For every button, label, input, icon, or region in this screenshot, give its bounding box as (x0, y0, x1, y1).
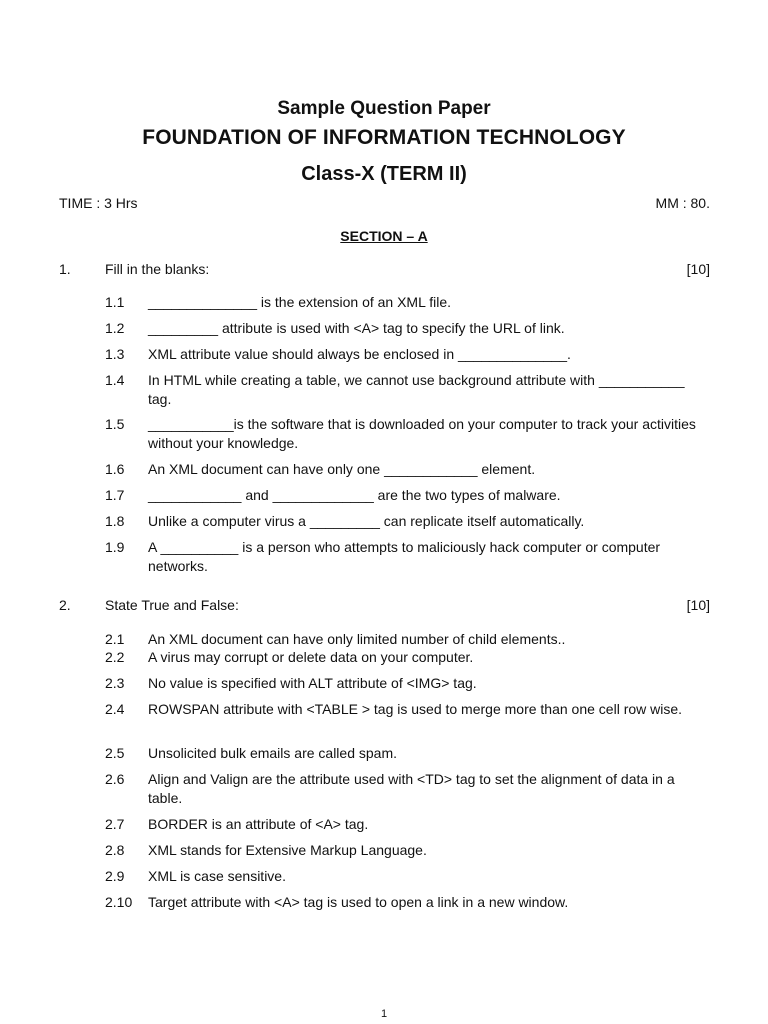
item-text: In HTML while creating a table, we cannot use background attribute with ___________ tag. (148, 372, 685, 407)
item-number: 2.2 (105, 649, 125, 665)
item-number: 2.8 (105, 842, 125, 858)
item-number: 2.3 (105, 675, 125, 691)
question-number: 2. (59, 597, 71, 613)
item-number: 2.1 (105, 631, 125, 647)
item-text: ROWSPAN attribute with <TABLE > tag is used to merge more than one cell row wise. (148, 701, 683, 717)
question-2-header (59, 597, 710, 617)
page-number: 1 (380, 1008, 388, 1020)
item-number: 2.10 (105, 894, 133, 910)
item-text: A virus may corrupt or delete data on your computer. (148, 649, 474, 665)
question-title: Fill in the blanks: (105, 261, 210, 277)
item-text: ______________ is the extension of an XML file. (148, 294, 452, 310)
item-number: 1.3 (105, 346, 125, 362)
item-number: 1.4 (105, 372, 125, 388)
item-number: 2.9 (105, 868, 125, 884)
item-text: ___________is the software that is downloaded on your computer to track your activities without your knowledge. (148, 416, 696, 451)
item-text: BORDER is an attribute of <A> tag. (148, 816, 369, 832)
item-number: 2.7 (105, 816, 125, 832)
item-text: Target attribute with <A> tag is used to open a link in a new window. (148, 894, 569, 910)
question-title: State True and False: (105, 597, 239, 613)
question-1-header (59, 261, 710, 281)
item-number: 1.1 (105, 294, 125, 310)
time-allowed: TIME : 3 Hrs (59, 195, 138, 211)
class-title: Class-X (TERM II) (301, 163, 467, 185)
question-number: 1. (59, 261, 71, 277)
item-number: 1.6 (105, 461, 125, 477)
item-number: 2.4 (105, 701, 125, 717)
item-text: No value is specified with ALT attribute of <IMG> tag. (148, 675, 477, 691)
item-text: An XML document can have only limited number of child elements.. (148, 631, 566, 647)
section-heading (0, 228, 768, 244)
item-number: 1.5 (105, 416, 125, 432)
item-text: _________ attribute is used with <A> tag to specify the URL of link. (148, 320, 565, 336)
item-text: ____________ and _____________ are the two types of malware. (148, 487, 561, 503)
item-number: 1.9 (105, 539, 125, 555)
item-number: 2.5 (105, 745, 125, 761)
item-number: 1.2 (105, 320, 125, 336)
item-number: 2.6 (105, 771, 125, 787)
section-heading-text: SECTION – A (340, 228, 428, 244)
item-text: Align and Valign are the attribute used with <TD> tag to set the alignment of data in a table. (148, 771, 675, 806)
question-marks: [10] (686, 261, 710, 277)
maximum-marks: MM : 80. (655, 195, 710, 211)
item-text: Unsolicited bulk emails are called spam. (148, 745, 397, 761)
paper-title: Sample Question Paper (277, 98, 491, 119)
subject-title: FOUNDATION OF INFORMATION TECHNOLOGY (142, 126, 626, 149)
item-text: XML attribute value should always be enclosed in ______________. (148, 346, 571, 362)
item-number: 1.8 (105, 513, 125, 529)
item-text: An XML document can have only one ____________ element. (148, 461, 536, 477)
item-text: A __________ is a person who attempts to maliciously hack computer or computer networks. (148, 539, 661, 574)
question-marks: [10] (686, 597, 710, 613)
item-number: 1.7 (105, 487, 125, 503)
item-text: XML is case sensitive. (148, 868, 286, 884)
item-text: Unlike a computer virus a _________ can replicate itself automatically. (148, 513, 585, 529)
item-text: XML stands for Extensive Markup Language. (148, 842, 427, 858)
